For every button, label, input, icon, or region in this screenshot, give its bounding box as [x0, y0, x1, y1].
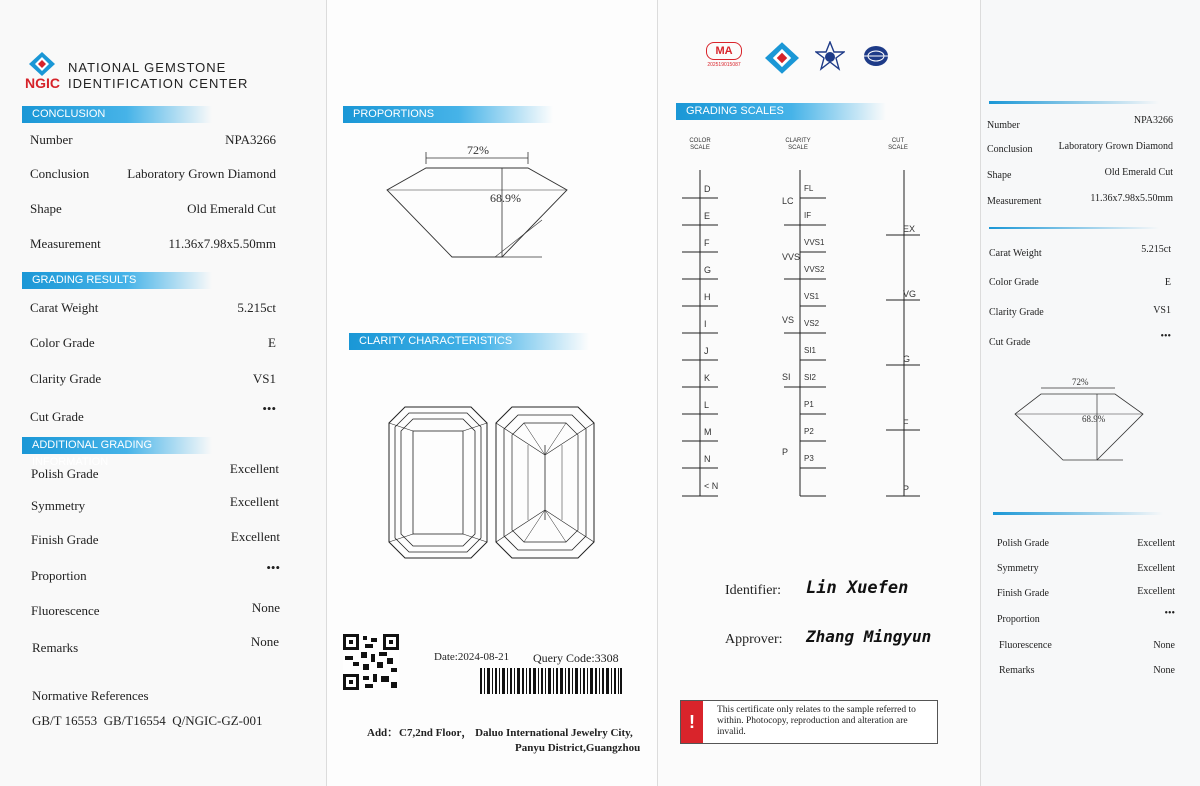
remarks-value: None	[250, 634, 279, 649]
section-clarity-characteristics: CLARITY CHARACTERISTICS	[349, 333, 589, 350]
divider-mid	[989, 227, 1159, 229]
fluorescence-value: None	[251, 600, 280, 615]
ngic-diamond-logo-icon	[765, 42, 799, 74]
cma-mark: MA	[706, 42, 742, 60]
panel-proportions	[327, 0, 658, 786]
section-grading-scales: GRADING SCALES	[676, 103, 886, 120]
qr-code-icon[interactable]	[343, 634, 399, 690]
measurement-value: 11.36x7.98x5.50mm	[168, 236, 276, 251]
barcode-icon	[480, 668, 622, 694]
proportion-value: •••	[266, 560, 280, 575]
proportion-diagram	[382, 140, 592, 270]
cut-grade-0: EX	[903, 224, 916, 234]
cut-grade-3: F	[903, 418, 909, 428]
address-line1: C7,2nd Floor， Daluo International Jewelry City,	[399, 727, 633, 739]
clarity-value: VS1	[252, 371, 276, 386]
color-grade-5: I	[704, 319, 707, 329]
section-grading-results: GRADING RESULTS	[22, 272, 212, 289]
divider-lower	[993, 512, 1163, 515]
carat-value: 5.215ct	[237, 300, 276, 315]
summary-table-percent: 72%	[1072, 377, 1089, 387]
query-code: Query Code:3308	[533, 651, 619, 665]
clarity-group-3: SI	[782, 372, 791, 382]
references-title: Normative References	[32, 688, 149, 703]
color-grade-9: M	[704, 427, 712, 437]
section-conclusion: CONCLUSION	[22, 106, 212, 123]
color-grade-0: D	[704, 184, 711, 194]
number-value: NPA3266	[225, 132, 276, 147]
divider-top	[989, 101, 1159, 104]
clarity-plot-pavilion-icon	[494, 405, 596, 560]
address-line2: Panyu District,Guangzhou	[515, 742, 641, 754]
identifier-signature: Lin Xuefen	[806, 578, 909, 598]
clarity-grade-7: SI2	[804, 373, 817, 382]
color-grade-7: K	[704, 373, 711, 383]
references-list: GB/T 16553 GB/T16554 Q/NGIC-GZ-001	[32, 713, 263, 728]
cut-grade-1: VG	[903, 289, 917, 299]
summary-depth-percent: 68.9%	[1082, 414, 1106, 424]
address-label: Add：	[367, 727, 399, 739]
clarity-grade-8: P1	[804, 400, 814, 409]
clarity-grade-9: P2	[804, 427, 814, 436]
shape-value: Old Emerald Cut	[187, 201, 276, 216]
clarity-plot-crown-icon	[387, 405, 489, 560]
clarity-grade-3: VVS2	[804, 265, 825, 274]
cut-value: •••	[262, 401, 276, 416]
depth-percent: 68.9%	[490, 191, 521, 205]
section-additional: ADDITIONAL GRADING INFORMATION	[22, 437, 212, 454]
clarity-group-1: VVS	[782, 252, 801, 262]
summary-proportion-diagram	[1013, 378, 1145, 464]
cut-scale-axis	[880, 170, 930, 500]
color-scale-title: COLOR SCALE	[689, 138, 711, 151]
cma-logo	[704, 42, 744, 74]
color-grade-3: G	[704, 265, 712, 275]
color-scale-axis	[678, 170, 728, 500]
color-grade-2: F	[704, 238, 710, 248]
notice-text: This certificate only relates to the sample referred to within. Photocopy, reproduction and alteration are invalid.	[717, 705, 916, 737]
cut-grade-2: G	[903, 354, 911, 364]
alert-icon: !	[681, 701, 703, 743]
color-grade-10: N	[704, 454, 711, 464]
color-grade-11: < N	[704, 481, 719, 491]
panel-summary: Number NPA3266 Conclusion Laboratory Grown Diamond Shape Old Emerald Cut Measurement 11.36x7.98x5.50mm Carat Weight 5.215ct Color Grade E Clarity Grade VS1 Cut Grade ••• 72% 68.9% Polish Grade Excellent Symmetry Excellent Finish Grade Excellent Proportion ••• Fluorescence None Remarks None	[981, 0, 1200, 786]
clarity-scale-title: CLARITY SCALE	[785, 138, 811, 151]
org-name-line2: IDENTIFICATION CENTER	[68, 76, 249, 91]
clarity-grade-2: VVS1	[804, 238, 825, 247]
clarity-group-0: LC	[782, 196, 794, 206]
conclusion-value: Laboratory Grown Diamond	[127, 166, 276, 181]
clarity-grade-6: SI1	[804, 346, 817, 355]
color-grade-4: H	[704, 292, 711, 302]
identifier-label: Identifier:	[725, 583, 781, 598]
clarity-grade-10: P3	[804, 454, 814, 463]
cut-scale-title: CUT SCALE	[888, 138, 908, 151]
panel-grading-scales	[658, 0, 981, 786]
section-proportions: PROPORTIONS	[343, 106, 553, 123]
globe-logo-icon	[861, 44, 891, 72]
finish-value: Excellent	[230, 529, 280, 544]
approver-signature: Zhang Mingyun	[806, 627, 932, 646]
polish-value: Excellent	[229, 461, 279, 476]
notice-box	[680, 700, 938, 744]
symmetry-value: Excellent	[229, 494, 279, 509]
clarity-grade-1: IF	[804, 211, 812, 220]
color-grade-1: E	[704, 211, 711, 221]
clarity-grade-0: FL	[804, 184, 814, 193]
clarity-grade-5: VS2	[804, 319, 820, 328]
cut-grade-4: P	[903, 484, 910, 494]
color-grade-8: L	[704, 400, 710, 410]
color-grade-6: J	[704, 346, 709, 356]
ngic-logo-icon	[29, 52, 55, 76]
clarity-group-4: P	[782, 447, 789, 457]
cma-number: 202519015087	[707, 62, 741, 68]
panel-conclusion: NGIC NATIONAL GEMSTONE IDENTIFICATION CENTER CONCLUSION Number NPA3266 Conclusion Laboratory Grown Diamond Shape Old Emerald Cut Measurement 11.36x7.98x5.50mm GRADING RESULTS Carat Weight 5.215ct Color Grade E Clarity Grade VS1 Cut Grade ••• ADDITIONAL GRADING INFORMATION Polish Grade Excellent Symmetry Excellent Finish Grade Excellent Proportion ••• Fluorescence None Remarks None Normative References GB/T 16553 GB/T16554 Q/NGIC-GZ-001	[0, 0, 327, 786]
org-abbr: NGIC	[25, 75, 60, 91]
clarity-group-2: VS	[782, 315, 795, 325]
star-seal-logo-icon	[815, 41, 845, 71]
color-value: E	[268, 335, 276, 350]
issue-date: Date:2024-08-21	[434, 651, 510, 663]
approver-label: Approver:	[725, 632, 783, 647]
clarity-grade-4: VS1	[804, 292, 820, 301]
org-name-line1: NATIONAL GEMSTONE	[68, 60, 227, 75]
table-percent: 72%	[467, 143, 489, 157]
